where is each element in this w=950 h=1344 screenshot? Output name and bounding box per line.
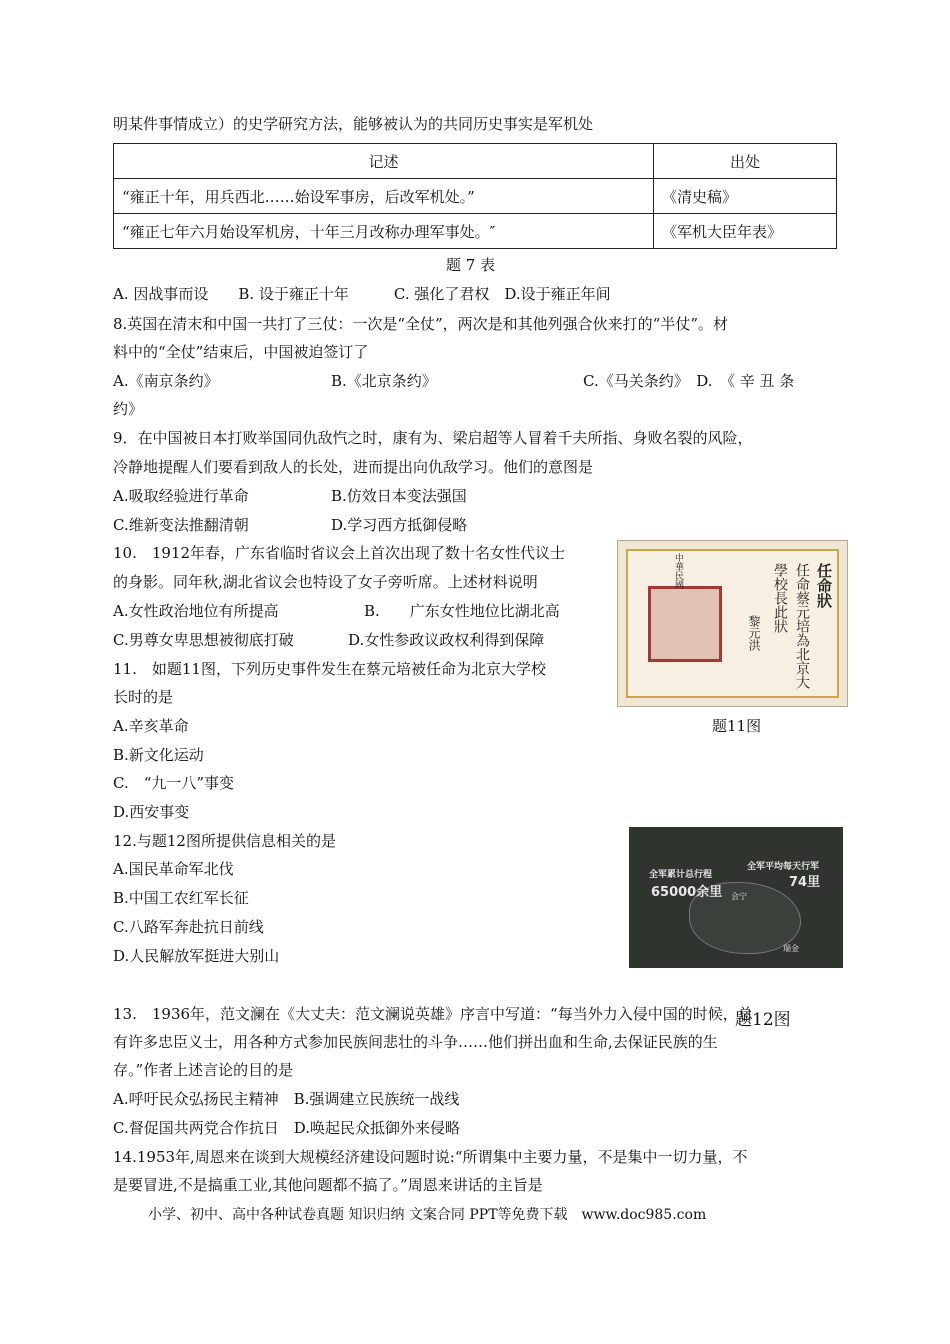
q8-stem-line2: 料中的“全仗”结束后，中国被迫签订了 <box>113 343 369 361</box>
table-row <box>114 214 837 249</box>
table-cell: “雍正十年，用兵西北……始设军事房，后改军机处。” <box>114 179 654 214</box>
total-distance-label: 全军累计总行程 <box>649 870 713 880</box>
q10-option-d: D.女性参政议政权利得到保障 <box>348 631 545 649</box>
intro-text-line: 明某件事情成立）的史学研究方法，能够被认为的共同历史事实是军机处 <box>113 115 594 133</box>
q13-options-ab: A.呼吁民众弘扬民主精神 B.强调建立民族统一战线 <box>113 1090 460 1108</box>
q9-stem-line1: 9．在中国被日本打败举国同仇敌忾之时，康有为、梁启超等人冒着千夫所指、身败名裂的风险， <box>113 429 753 447</box>
q8-option-cd: C.《马关条约》 D. 《 辛 丑 条 <box>583 372 795 390</box>
page-footer: 小学、初中、高中各种试卷真题 知识归纳 文案合同 PPT等免费下载 www.doc985.com <box>148 1207 707 1223</box>
q11-option-d: D.西安事变 <box>113 803 190 821</box>
q11-stem-line2: 长时的是 <box>113 688 174 706</box>
q10-option-b: B. 广东女性地位比湖北高 <box>364 602 560 620</box>
q9-option-c: C.维新变法推翻清朝 <box>113 516 249 534</box>
q11-option-a: A.辛亥革命 <box>113 717 189 735</box>
certificate-body: 任命蔡元培為北京大 <box>794 563 810 689</box>
map-label-ruijin: 瑞金 <box>783 944 799 953</box>
q8-option-d-tail: 约》 <box>113 400 144 418</box>
q12-option-d: D.人民解放军挺进大别山 <box>113 947 280 965</box>
q9-option-a: A.吸取经验进行革命 <box>113 487 249 505</box>
q12-option-c: C.八路军奔赴抗日前线 <box>113 918 264 936</box>
q9-stem-line2: 冷静地提醒人们要看到敌人的长处，进而提出向仇敌学习。他们的意图是 <box>113 458 594 476</box>
certificate-body-2: 學校長此狀 <box>772 563 788 633</box>
q7-options: A. 因战事而设 B. 设于雍正十年 C. 强化了君权 D.设于雍正年间 <box>113 285 611 303</box>
long-march-display-image <box>629 827 843 968</box>
q12-option-a: A.国民革命军北伐 <box>113 860 234 878</box>
q14-stem-line2: 是要冒进,不是搞重工业,其他问题都不搞了。”周恩来讲话的主旨是 <box>113 1176 543 1194</box>
table-caption: 题 7 表 <box>446 256 496 274</box>
certificate-date: 中華民國 <box>673 553 683 589</box>
q10-stem-line2: 的身影。同年秋,湖北省议会也特设了女子旁听席。上述材料说明 <box>113 573 538 591</box>
q13-options-cd: C.督促国共两党合作抗日 D.唤起民众抵御外来侵略 <box>113 1119 460 1137</box>
table-header-record: 记述 <box>114 144 654 179</box>
daily-march-label: 全军平均每天行军 <box>747 862 820 872</box>
table-row <box>114 179 837 214</box>
q11-option-c: C. “九一八”事变 <box>113 774 235 792</box>
q9-option-d: D.学习西方抵御侵略 <box>331 516 468 534</box>
q10-option-c: C.男尊女卑思想被彻底打破 <box>113 631 294 649</box>
q10-option-a: A.女性政治地位有所提高 <box>113 602 279 620</box>
figure11-caption: 题11图 <box>712 717 762 735</box>
table-cell: “雍正七年六月始设军机房，十年三月改称办理军事处。″ <box>114 214 654 249</box>
q13-stem-line1: 13. 1936年，范文澜在《大丈夫：范文澜说英雄》序言中写道：“每当外力入侵中国的时候，总 <box>113 1005 753 1023</box>
q8-stem-line1: 8.英国在清末和中国一共打了三仗：一次是“全仗”，两次是和其他列强合伙来打的“半仗”。材 <box>113 315 728 333</box>
table-header-source: 出处 <box>654 144 837 179</box>
q14-stem-line1: 14.1953年,周恩来在谈到大规模经济建设问题时说:“所谓集中主要力量，不是集中一切力量，不 <box>113 1148 748 1166</box>
q13-stem-line3: 存。”作者上述言论的目的是 <box>113 1061 294 1079</box>
appointment-certificate-image <box>617 540 848 707</box>
figure12-caption: 题12图 <box>735 1010 791 1030</box>
certificate-title: 任命狀 <box>815 563 833 608</box>
q12-stem: 12.与题12图所提供信息相关的是 <box>113 832 336 850</box>
source-table <box>113 143 837 249</box>
certificate-signer: 黎元洪 <box>747 615 761 651</box>
red-seal-stamp <box>648 586 722 662</box>
table-cell: 《清史稿》 <box>654 179 837 214</box>
q8-option-b: B.《北京条约》 <box>331 372 437 390</box>
q11-option-b: B.新文化运动 <box>113 746 204 764</box>
q13-stem-line2: 有许多忠臣义士，用各种方式参加民族间悲壮的斗争……他们拼出血和生命,去保证民族的生 <box>113 1033 718 1051</box>
q12-option-b: B.中国工农红军长征 <box>113 889 249 907</box>
map-label-huining: 会宁 <box>731 892 747 901</box>
daily-march-value: 74里 <box>789 875 821 890</box>
q11-stem-line1: 11. 如题11图，下列历史事件发生在蔡元培被任命为北京大学校 <box>113 660 546 678</box>
table-header-row <box>114 144 837 179</box>
q8-option-a: A.《南京条约》 <box>113 372 219 390</box>
q9-option-b: B.仿效日本变法强国 <box>331 487 467 505</box>
q10-stem-line1: 10. 1912年春，广东省临时省议会上首次出现了数十名女性代议士 <box>113 544 566 562</box>
total-distance-value: 65000余里 <box>651 885 723 900</box>
table-cell: 《军机大臣年表》 <box>654 214 837 249</box>
